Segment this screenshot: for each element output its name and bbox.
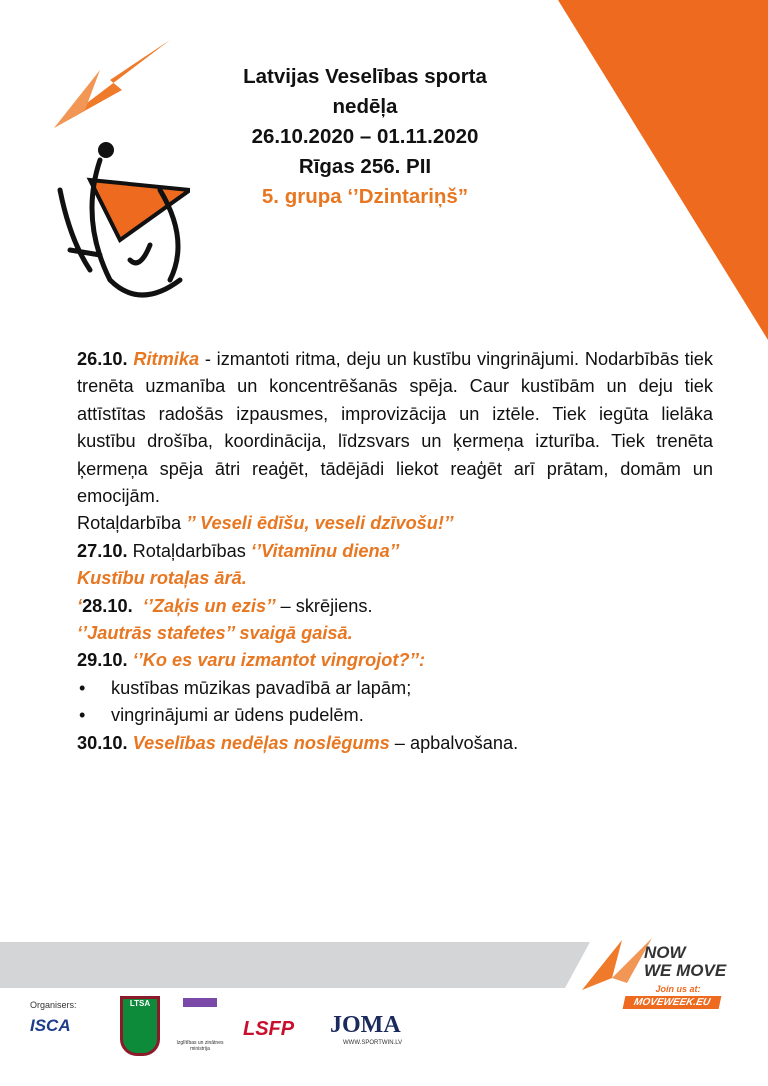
- title-institution: Rīgas 256. PII: [298, 155, 432, 178]
- list-item: • vingrinājumi ar ūdens pudelēm.: [77, 702, 713, 729]
- orange-corner-triangle: [558, 0, 768, 340]
- joma-url: WWW.SPORTWIN.LV: [343, 1040, 403, 1046]
- activity-name: ‘’Vitamīnu diena’’: [250, 540, 400, 561]
- paragraph-26-10: [77, 346, 713, 510]
- title-line: Latvijas Veselības sporta: [243, 65, 487, 88]
- paragraph-29-10: [77, 647, 713, 674]
- paragraph-relays: [77, 620, 713, 647]
- schedule-content: [77, 346, 713, 757]
- isca-logo: ISCA: [30, 1016, 71, 1035]
- group-name: 5. grupa ‘’Dzintariņš”: [261, 185, 469, 208]
- activity-name: Kustību rotaļas ārā.: [77, 568, 247, 589]
- ministry-logo-bar: [183, 998, 217, 1007]
- activity-name: ‘’Jautrās stafetes’’ svaigā gaisā.: [77, 623, 353, 644]
- text: Rotaļdarbība: [77, 513, 187, 534]
- sponsor-logos: [28, 996, 428, 1066]
- title-line: nedēļa: [332, 95, 398, 118]
- description: - izmantoti ritma, deju un kustību vingrinājumi. Nodarbībās tiek trenēta uzmanība un koncentrēšanās spēja. Caur kustībām un deju tiek attīstītas radošās izpausmes, improvizācija un iztēle. Tiek iegūta lielāka kustību drošība, koordinācija, līdzsvars un ķermeņa izturība. Tiek trenēta ķermeņa spēja ātri reaģēt, tādējādi liekot reaģēt arī prātam, domām un emocijām.: [77, 349, 713, 507]
- paragraph-27-10: [77, 538, 713, 565]
- list-item: • kustības mūzikas pavadībā ar lapām;: [77, 675, 713, 702]
- date: 28.10.: [82, 595, 133, 616]
- organisers-label: Organisers:: [30, 1000, 77, 1010]
- activity-name: ‘’Ko es varu izmantot vingrojot?’’:: [127, 650, 425, 671]
- paragraph-outdoor-games: [77, 565, 713, 592]
- quote-mark: ‘: [77, 595, 83, 616]
- activity-name: ‘’Zaķis un ezis’’: [132, 595, 276, 616]
- header-title: [180, 62, 550, 212]
- date: 29.10.: [77, 650, 128, 671]
- text: – skrējiens.: [275, 595, 373, 616]
- ltsa-logo: LTSA: [120, 996, 160, 1056]
- grey-footer-band: [0, 942, 590, 988]
- text: – apbalvošana.: [389, 732, 519, 753]
- activity-name: Veselības nedēļas noslēgums: [127, 732, 390, 753]
- paragraph-28-10: [77, 593, 713, 620]
- activity-name: ’’ Veseli ēdīšu, veseli dzīvošu!’’: [186, 513, 454, 534]
- title-dates: 26.10.2020 – 01.11.2020: [251, 125, 479, 148]
- moveweek-link[interactable]: MOVEWEEK.EU: [623, 996, 722, 1009]
- ministry-logo: Izglītības un zinātnes ministrija: [176, 1040, 224, 1052]
- date: 26.10.: [77, 349, 128, 369]
- text: Rotaļdarbības: [127, 540, 251, 561]
- campaign-line2: WE MOVE: [644, 961, 727, 980]
- activity-name: Ritmika: [133, 349, 200, 369]
- campaign-line1: NOW: [644, 943, 686, 962]
- date: 30.10.: [77, 732, 128, 753]
- lsfp-logo: LSFP: [243, 1018, 295, 1040]
- bullet-list: [77, 675, 713, 730]
- now-we-move-logo: [582, 938, 732, 1018]
- moveweek-mascot-logo: [40, 40, 190, 310]
- paragraph-rotaldarbiba: [77, 510, 713, 537]
- joma-logo: JOMA: [330, 1012, 401, 1038]
- date: 27.10.: [77, 540, 128, 561]
- join-label: Join us at:: [655, 984, 701, 994]
- paragraph-30-10: [77, 730, 713, 757]
